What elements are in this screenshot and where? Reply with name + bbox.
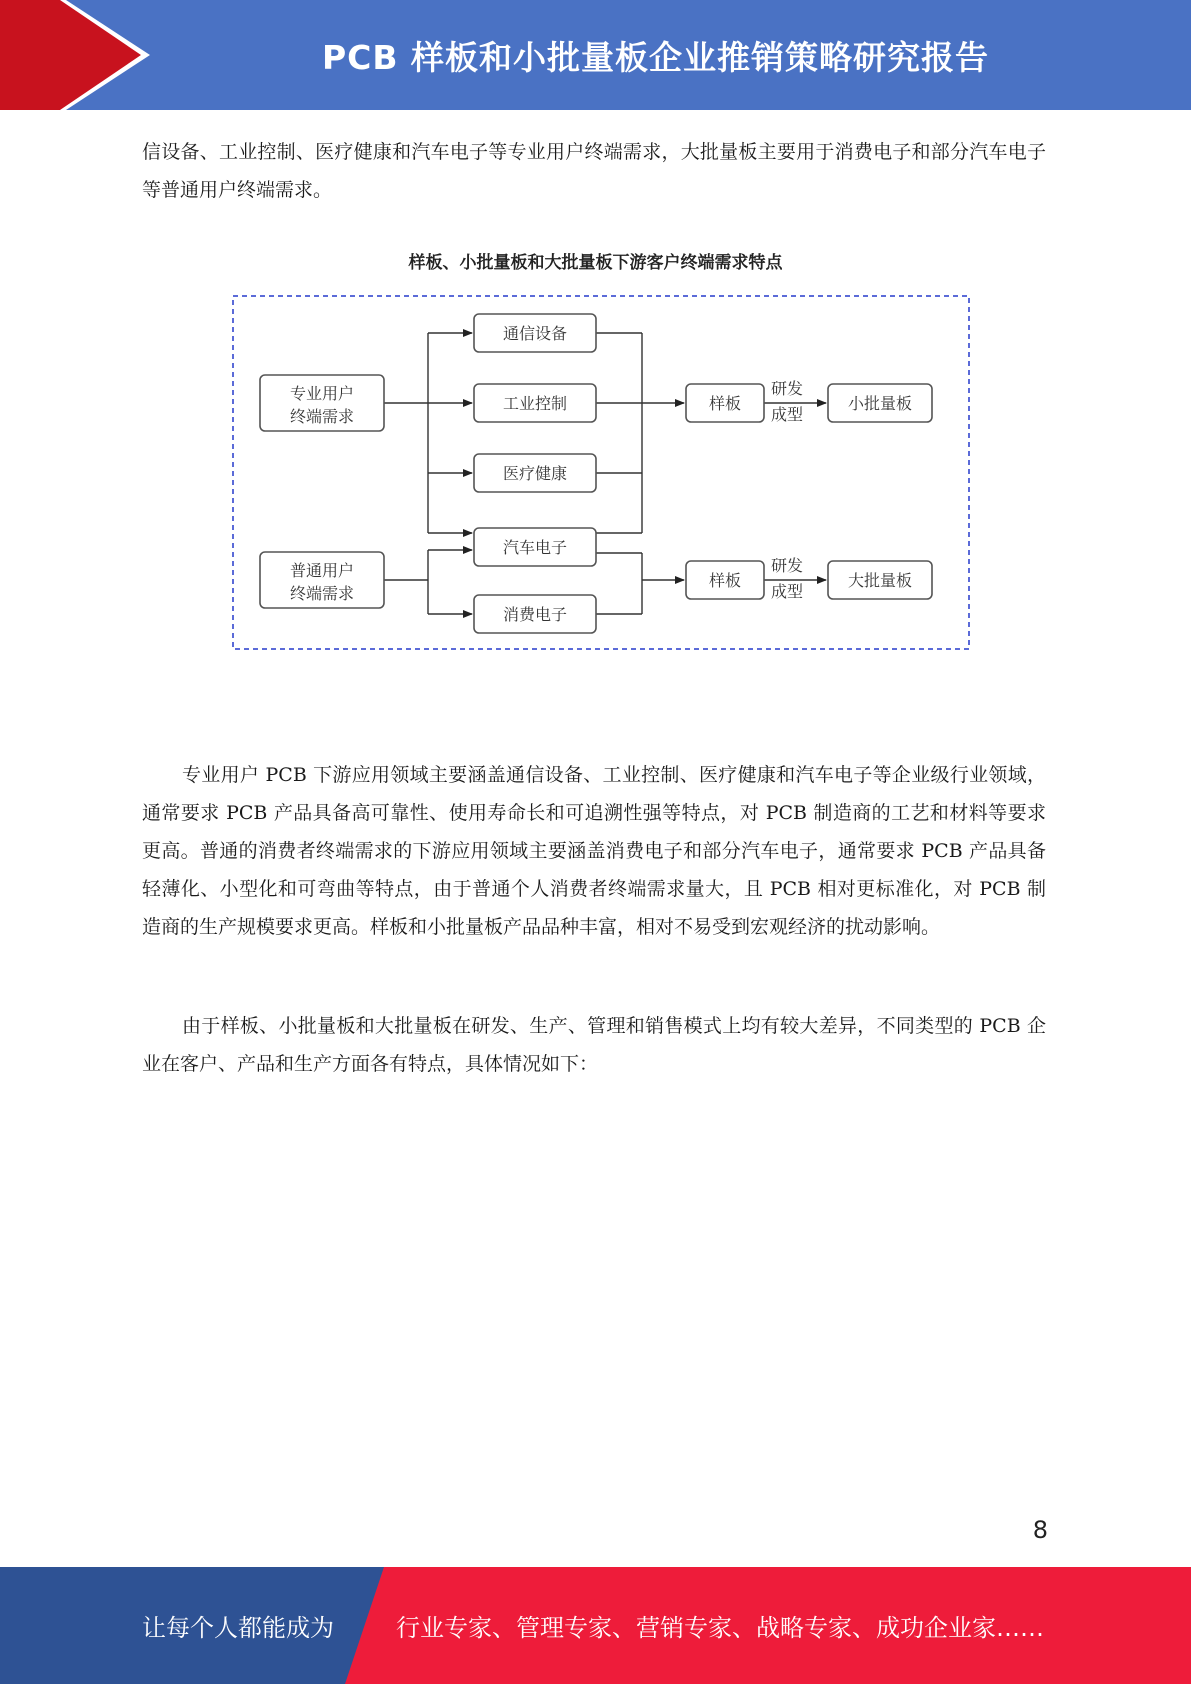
label-small-batch: 小批量板 [847,394,913,413]
label-consumer-electronics: 消费电子 [502,605,568,624]
label-telecom: 通信设备 [502,324,568,343]
body-paragraph-3: 由于样板、小批量板和大批量板在研发、生产、管理和销售模式上均有较大差异，不同类型的 PCB 企业在客户、产品和生产方面各有特点，具体情况如下： [142,1015,1046,1075]
label-consumer-1: 普通用户 [289,561,355,580]
footer-slogan-left: 让每个人都能成为 [142,1614,334,1642]
body-paragraph-2: 专业用户 PCB 下游应用领域主要涵盖通信设备、工业控制、医疗健康和汽车电子等企业级行业领域，通常要求 PCB 产品具备高可靠性、使用寿命长和可追溯性强等特点，对 PCB 制造商的工艺和材料等要求更高。普通的消费者终端需求的下游应用领域主要涵盖消费电子和部分汽车电子，通常要求 PCB 产品具备轻薄化、小型化和可弯曲等特点，由于普通个人消费者终端需求量大，且 PCB 相对更标准化，对 PCB 制造商的生产规模要求更高。样板和小批量板产品品种丰富，相对不易受到宏观经济的扰动影响。 [142,764,1046,938]
report-title: PCB 样板和小批量板企业推销策略研究报告 [321,37,990,77]
label-medical: 医疗健康 [502,464,568,483]
label-rd-bottom-1: 研发 [770,556,804,575]
label-automotive: 汽车电子 [502,538,568,557]
label-professional-1: 专业用户 [289,384,355,403]
intro-paragraph: 信设备、工业控制、医疗健康和汽车电子等专业用户终端需求，大批量板主要用于消费电子和部分汽车电子等普通用户终端需求。 [142,141,1046,201]
label-rd-bottom-2: 成型 [770,582,804,601]
label-sample-top: 样板 [708,394,742,413]
page-number: 8 [1032,1516,1048,1544]
label-professional-2: 终端需求 [289,407,355,426]
footer-slogan-right: 行业专家、管理专家、营销专家、战略专家、成功企业家…… [396,1614,1044,1642]
label-industrial: 工业控制 [502,394,568,413]
label-rd-top-1: 研发 [770,379,804,398]
label-sample-bottom: 样板 [708,571,742,590]
label-large-batch: 大批量板 [847,571,913,590]
page-header [0,0,1191,110]
figure-title: 样板、小批量板和大批量板下游客户终端需求特点 [408,253,783,273]
label-consumer-2: 终端需求 [289,584,355,603]
demand-flow-diagram [232,293,972,653]
label-rd-top-2: 成型 [770,405,804,424]
header-arrow-graphic [0,0,160,110]
